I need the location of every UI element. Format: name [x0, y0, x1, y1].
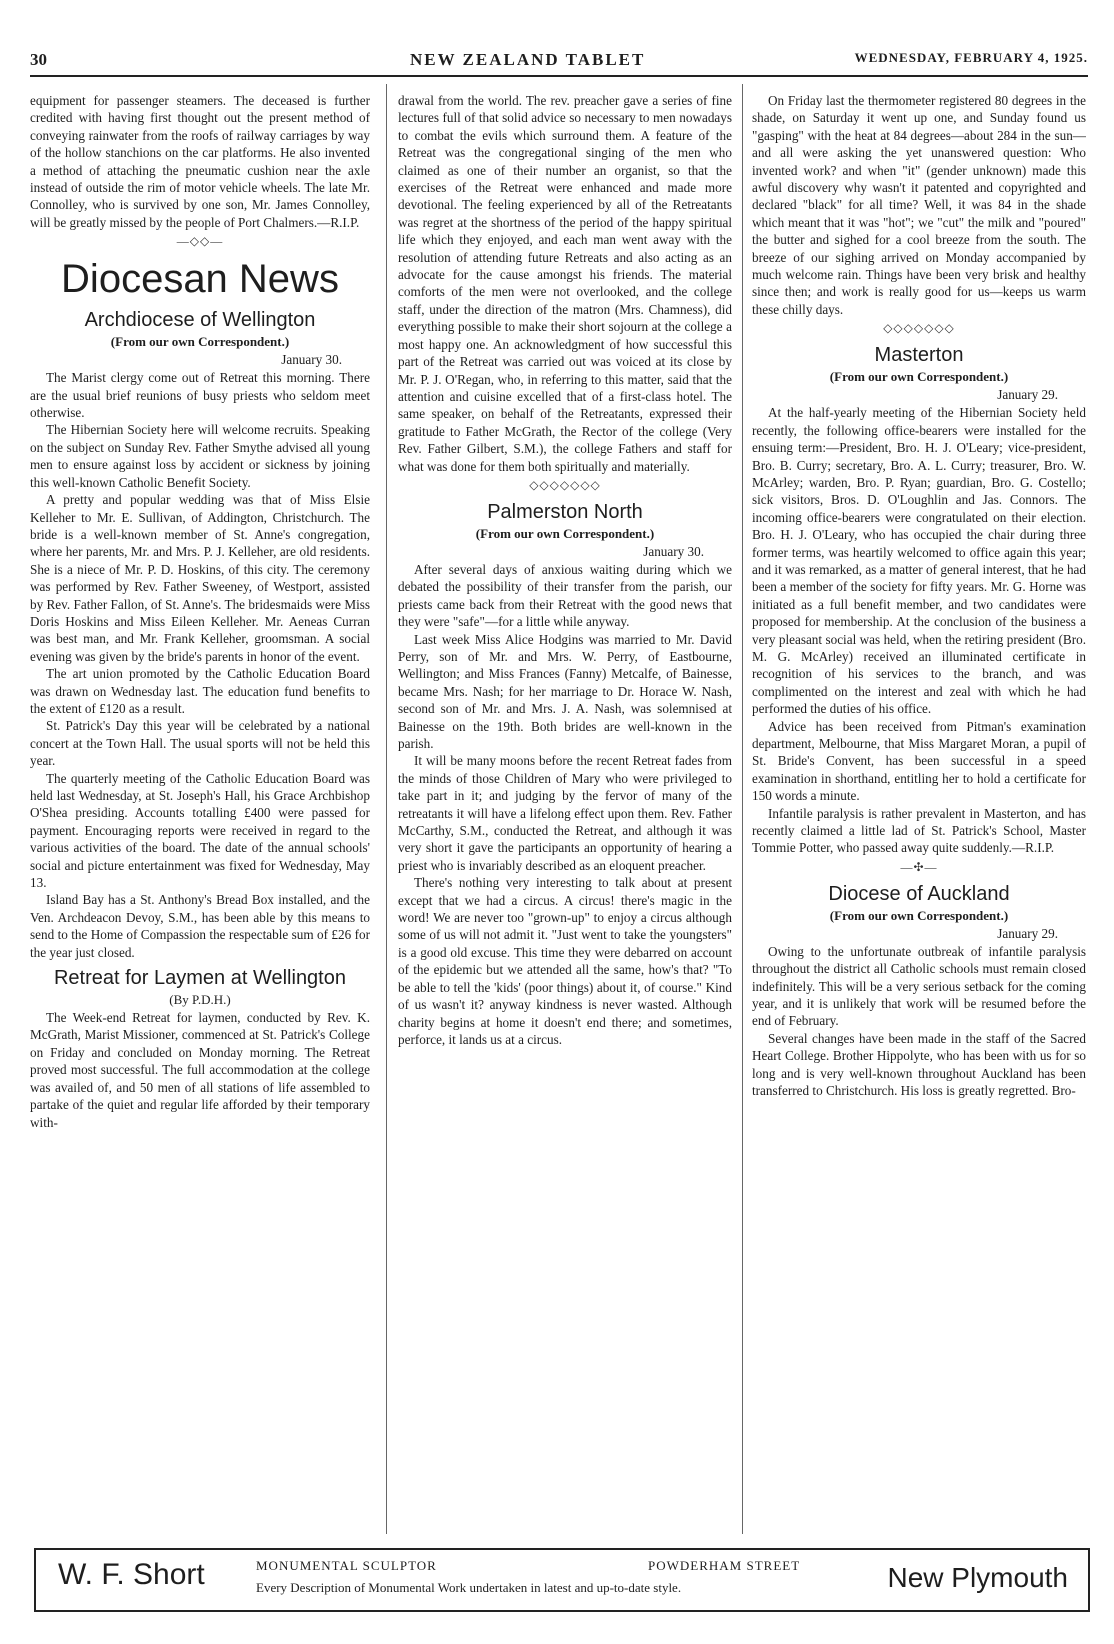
- article-paragraph: On Friday last the thermometer registered 80 degrees in the shade, on Saturday it went up one, and Sunday found us "gasping" with the heat at 84 degrees—about 284 in the sun—and all were asking the yet unanswered question: Who invented work? and when "it" (gender unknown) made this awful discovery why wasn't it patented and copyrighted and declared "black" for all time? Well, it was 84 in the shade which meant that it was "hot"; we "cut" the milk and "poured" the butter and sighed for a cool breeze from the south. The breeze of our sighing arrived on Monday accompanied by much welcome rain. Things have been very brisk and healthy since then; and work is really good for us—keeps us warm these chilly days.: [752, 93, 1086, 317]
- section-title: Masterton: [874, 344, 964, 367]
- article-paragraph: The quarterly meeting of the Catholic Education Board was held last Wednesday, at St. Joseph's Hall, his Grace Archbishop O'Shea presiding. Accounts totalling £400 were passed for payment. Encouraging reports were received in regard to the various activities of the board. The date of the annual schools' social and picture entertainment was fixed for Wednesday, May 13.: [30, 770, 370, 891]
- diocesan-news-title: Diocesan News: [61, 257, 339, 302]
- dateline: January 29.: [997, 925, 1058, 941]
- article-paragraph: Owing to the unfortunate outbreak of infantile paralysis throughout the district all Catholic schools must remain closed indefinitely. This will be a very serious setback for the coming year, and it is unlikely that work will be resumed before the end of February.: [752, 943, 1086, 1029]
- byline: (By P.D.H.): [169, 992, 231, 1008]
- advertisement-box: [34, 1548, 1090, 1612]
- article-paragraph: The Hibernian Society here will welcome recruits. Speaking on the subject on Sunday Rev. Father Smythe advised all young men to ensure against loss by accident or sickness by joining this well-known Catholic Benefit Society.: [30, 422, 370, 490]
- ornament-divider: —◇◇—: [176, 234, 224, 249]
- page-header: [30, 50, 1088, 76]
- page-number: 30: [30, 50, 47, 69]
- column-2: [398, 92, 732, 1532]
- masthead-title: NEW ZEALAND TABLET: [410, 50, 646, 69]
- column-divider: [742, 84, 743, 1534]
- article-paragraph: The Marist clergy come out of Retreat this morning. There are the usual brief reunions of busy priests who seldom meet otherwise.: [30, 370, 370, 421]
- article-paragraph: Advice has been received from Pitman's examination department, Melbourne, that Miss Margaret Moran, a pupil of St. Bride's Convent, has been successful in a speed examination in shorthand, entitling her to hold a certificate for 150 words a minute.: [752, 718, 1086, 804]
- article-paragraph: The art union promoted by the Catholic Education Board was drawn on Wednesday last. The education fund benefits to the extent of £120 as a result.: [30, 666, 370, 716]
- section-title: Diocese of Auckland: [828, 882, 1010, 905]
- article-paragraph: At the half-yearly meeting of the Hibernian Society held recently, the following office-bearers were installed for the ensuing term:—President, Bro. H. J. O'Leary; vice-president, Bro. B. Curry; secretary, Bro. A. L. Curry; treasurer, Bro. W. McArley; warden, Bro. P. Ryan; guardian, Bro. G. Costello; sick visitors, Bros. D. O'Loughlin and Jas. Connors. The incoming office-bearers were congratulated on their election. Bro. H. J. O'Leary, who has occupied the chair during three former terms, was heartily welcomed to office again this year; and it was remarked, as a matter of general interest, that he had been a member of the society for fifty years. Mr. G. Horne was initiated as a full benefit member, and two candidates were proposed for membership. At the conclusion of the business a very pleasant social was held, when the retiring president (Bro. M. G. McArley) received an illuminated certificate in recognition of his services to the branch, and was complimented on the interest and zeal with which he had performed the duties of his office.: [752, 405, 1086, 717]
- column-1: [30, 92, 370, 1532]
- article-paragraph: drawal from the world. The rev. preacher gave a series of fine lectures full of that solid advice so necessary to men nowadays to combat the evils which surround them. A feature of the Retreat was the congregational singing of the men who claimed as one of their number an organist, so that the exercises of the Retreat were enhanced and made more devotional. The feeling experienced by all of the Retreatants was regret at the shortness of the period of the happy spiritual life which they enjoyed, and each man went away with the resolution of attending future Retreats and also acting as an advocate for the cause amongst his friends. The material comforts of the men were not overlooked, and the college staff, under the direction of the matron (Mrs. Chamness), did everything possible to make their short sojourn at the college a most happy one. An acknowledgment of how successful this part of the Retreat was carried out was voiced at its close by Mr. P. J. O'Regan, who, in referring to this matter, said that the attention and cuisine excelled that of a first-class hotel. The same speaker, on behalf of the Retreatants, expressed their gratitude to Father McGrath, the Rector of the college (Very Rev. Father Gilbert, S.M.), the college Fathers and staff for what was done for them both spiritually and materially.: [398, 93, 732, 474]
- advert-name: W. F. Short: [58, 1558, 205, 1591]
- correspondent-line: (From our own Correspondent.): [110, 334, 290, 350]
- section-title: Archdiocese of Wellington: [84, 309, 316, 332]
- correspondent-line: (From our own Correspondent.): [829, 907, 1009, 923]
- advert-city: New Plymouth: [887, 1562, 1068, 1593]
- correspondent-line: (From our own Correspondent.): [829, 369, 1009, 385]
- dateline: January 30.: [281, 352, 342, 368]
- column-3: [752, 92, 1086, 1532]
- dateline: January 29.: [997, 387, 1058, 403]
- article-paragraph: It will be many moons before the recent Retreat fades from the minds of those Children of Mary who were privileged to take part in it; and judging by the fervor of many of the retreatants it will have a lifelong effect upon them. Rev. Father McCarthy, S.M., conducted the Retreat, and although it was very short it gave the participants an opportunity of hearing a priest who is invariably described as an eloquent preacher.: [398, 753, 732, 873]
- advert-trade: MONUMENTAL SCULPTOR: [256, 1558, 437, 1573]
- header-rule: [30, 75, 1088, 77]
- dateline: January 30.: [643, 543, 704, 559]
- section-title: Palmerston North: [487, 500, 643, 523]
- advert-description: Every Description of Monumental Work undertaken in latest and up-to-date style.: [256, 1580, 682, 1595]
- article-paragraph: Infantile paralysis is rather prevalent in Masterton, and has recently claimed a little lad of St. Patrick's School, Master Tommie Potter, who passed away quite suddenly.—R.I.P.: [752, 805, 1086, 856]
- article-paragraph: Island Bay has a St. Anthony's Bread Box installed, and the Ven. Archdeacon Devoy, S.M., has been able by this means to send to the Home of Compassion the respectable sum of £26 for the year just closed.: [30, 892, 370, 960]
- article-paragraph: Several changes have been made in the staff of the Sacred Heart College. Brother Hippolyte, who has been with us for so long and is very well-known throughout Auckland has been transferred to Christchurch. His loss is greatly regretted. Bro-: [752, 1030, 1086, 1099]
- correspondent-line: (From our own Correspondent.): [475, 525, 655, 541]
- ornament-divider: ◇◇◇◇◇◇◇: [529, 477, 601, 492]
- advert-street: POWDERHAM STREET: [648, 1558, 801, 1573]
- column-divider: [386, 84, 387, 1534]
- article-paragraph: Last week Miss Alice Hodgins was married to Mr. David Perry, son of Mr. and Mrs. W. Perry, of Eastbourne, Wellington; and Miss Frances (Fanny) Metcalfe, of Bainesse, became Mrs. Nash; for her marriage to Dr. Horace W. Nash, second son of Mr. and Mrs. J. A. Nash, was solemnised at Bainesse on the 19th. Both brides are well-known in the parish.: [398, 631, 732, 751]
- article-paragraph: The Week-end Retreat for laymen, conducted by Rev. K. McGrath, Marist Missioner, commenced at St. Patrick's College on Friday and concluded on Monday morning. The Retreat proved most successful. The full accommodation at the college was availed of, and 50 men of all stations of life assembled to partake of the quiet and regular life afforded by their temporary with-: [30, 1010, 370, 1130]
- article-paragraph: A pretty and popular wedding was that of Miss Elsie Kelleher to Mr. E. Sullivan, of Addington, Christchurch. The bride is a well-known member of St. Anne's congregation, where her parents, Mr. and Mrs. P. J. Kelleher, are old residents. She is a niece of Mr. P. D. Hoskins, of this city. The ceremony was performed by Rev. Father Sweeney, of Westport, assisted by Rev. Father Fallon, of St. Anne's. The bridesmaids were Miss Doris Hoskins and Miss Eileen Kelleher. Mr. Aeneas Curran was best man, and Mr. Frank Kelleher, groomsman. A social evening was given by the bride's parents in honor of the event.: [30, 492, 370, 664]
- retreat-title: Retreat for Laymen at Wellington: [53, 967, 346, 990]
- issue-date: WEDNESDAY, FEBRUARY 4, 1925.: [854, 50, 1088, 65]
- article-paragraph: St. Patrick's Day this year will be celebrated by a national concert at the Town Hall. The usual sports will not be held this year.: [30, 718, 370, 769]
- ornament-divider: —✣—: [900, 859, 938, 874]
- obituary-text: equipment for passenger steamers. The deceased is further credited with having first thought out the present method of conveying rainwater from the roofs of railway carriages by way of the hollow stanchions on the car platforms. He also invented a method of attaching the pneumatic cushion near the axle instead of outside the rim of motor vehicle wheels. The late Mr. Connolley, who is survived by one son, Mr. James Connolley, will be greatly missed by the people of Port Chalmers.—R.I.P.: [30, 93, 370, 230]
- article-paragraph: After several days of anxious waiting during which we debated the possibility of their transfer from the parish, our priests came back from their Retreat with the good news that they were "safe"—for a little while anyway.: [398, 561, 732, 630]
- article-paragraph: There's nothing very interesting to talk about at present except that we had a circus. A circus! there's magic in the word! We are never too "grown-up" to enjoy a circus although some of us will not admit it. "Just went to take the youngsters" is a good old excuse. This time they were debarred on account of the epidemic but we attended all the same, how's that? "To be able to tell the 'kids' (poor things) about it, of course." Kind of us wasn't it? anyway kindness is never wasted. Although charity begins at home it doesn't end there; and sometimes, perforce, it lands us at a circus.: [398, 875, 732, 1047]
- ornament-divider: ◇◇◇◇◇◇◇: [883, 321, 955, 336]
